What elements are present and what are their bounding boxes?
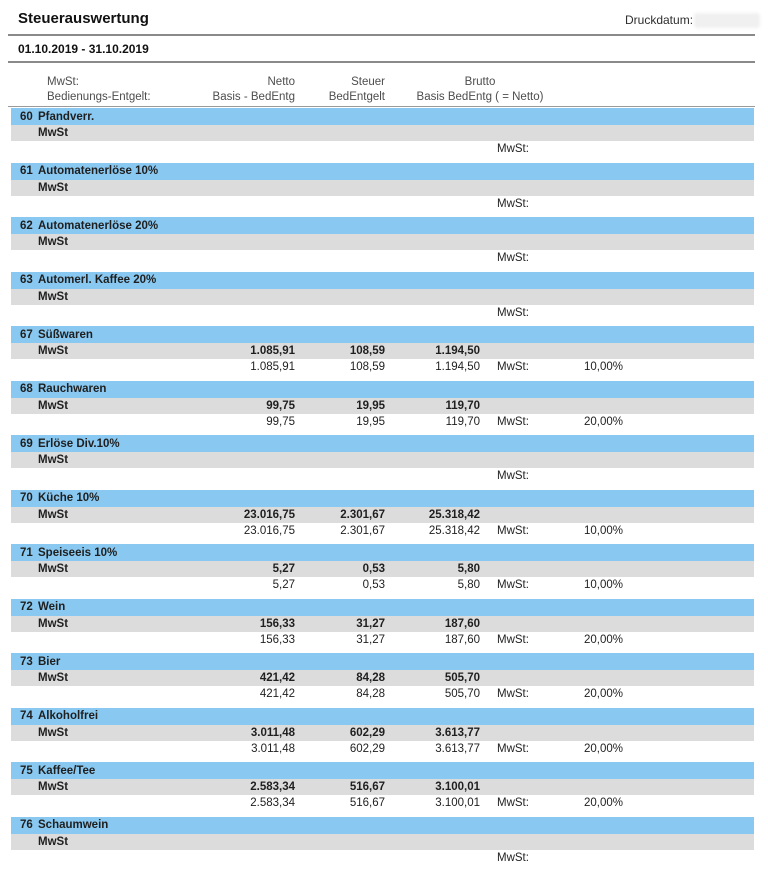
mwst-detail-row <box>11 507 754 523</box>
group-name: Alkoholfrei <box>38 710 99 722</box>
tax-group <box>11 326 754 375</box>
divider-line-top <box>8 34 755 36</box>
mwst-detail-row <box>11 670 754 686</box>
mwst-summary-label: MwSt: <box>497 470 529 482</box>
mwst-summary-row <box>11 850 754 866</box>
group-name: Automatenerlöse 10% <box>38 165 159 177</box>
tax-group <box>11 544 754 593</box>
mwst-summary-row <box>11 250 754 266</box>
tax-rate: 20,00% <box>583 415 623 428</box>
mwst-summary-row <box>11 141 754 157</box>
mwst-summary-label: MwSt: <box>497 579 529 591</box>
steuer-value: 516,67 <box>349 781 385 793</box>
tax-rate: 20,00% <box>583 742 623 755</box>
tax-group-title-row <box>11 762 754 779</box>
tax-group-title-row <box>11 490 754 507</box>
mwst-row-label: MwSt <box>38 617 69 630</box>
brutto-value-summary: 3.613,77 <box>435 742 480 755</box>
mwst-row-label: MwSt <box>38 835 69 848</box>
tax-group-title-row <box>11 599 754 616</box>
mwst-detail-row <box>11 725 754 741</box>
tax-group-title-row <box>11 708 754 725</box>
group-name: Küche 10% <box>38 492 100 504</box>
group-number: 69 <box>20 437 33 450</box>
tax-group-title-row <box>11 326 754 343</box>
group-name: Speiseeis 10% <box>38 546 118 559</box>
tax-group-title-row <box>11 653 754 670</box>
steuer-value: 19,95 <box>356 399 385 412</box>
mwst-summary-label: MwSt: <box>497 252 529 264</box>
tax-rate: 10,00% <box>583 579 623 591</box>
column-header-steuer: Steuer <box>351 76 385 88</box>
mwst-summary-row <box>11 468 754 484</box>
steuer-value: 602,29 <box>349 726 385 739</box>
tax-rate: 10,00% <box>583 361 623 373</box>
tax-group <box>11 762 754 811</box>
tax-group <box>11 108 754 157</box>
tax-group-title-row <box>11 108 754 125</box>
tax-rate: 20,00% <box>583 797 623 809</box>
netto-value-summary: 156,33 <box>259 633 295 646</box>
mwst-summary-row <box>11 795 754 811</box>
tax-group-title-row <box>11 163 754 180</box>
mwst-summary-label: MwSt: <box>497 361 529 373</box>
tax-table-body <box>11 108 754 871</box>
mwst-summary-row <box>11 359 754 375</box>
mwst-summary-row <box>11 305 754 321</box>
mwst-summary-row <box>11 577 754 593</box>
brutto-value-summary: 25.318,42 <box>428 524 480 537</box>
group-number: 72 <box>20 601 33 613</box>
mwst-summary-label: MwSt: <box>497 742 529 755</box>
mwst-summary-label: MwSt: <box>497 851 529 864</box>
column-header-bedentgelt: BedEntgelt <box>328 91 385 103</box>
mwst-row-label: MwSt <box>38 563 69 575</box>
tax-group <box>11 599 754 648</box>
mwst-row-label: MwSt <box>38 290 69 303</box>
group-number: 70 <box>20 492 33 504</box>
tax-group-title-row <box>11 435 754 452</box>
tax-group <box>11 272 754 321</box>
brutto-value-summary: 1.194,50 <box>435 361 480 373</box>
mwst-summary-label: MwSt: <box>497 143 529 155</box>
netto-value-summary: 23.016,75 <box>243 524 295 537</box>
mwst-row-label: MwSt <box>38 672 69 684</box>
group-number: 67 <box>20 328 33 341</box>
mwst-detail-row <box>11 343 754 359</box>
mwst-row-label: MwSt <box>38 399 69 412</box>
group-name: Pfandverr. <box>38 110 95 123</box>
mwst-summary-row <box>11 196 754 212</box>
mwst-summary-row <box>11 686 754 702</box>
tax-group-title-row <box>11 217 754 234</box>
tax-rate: 20,00% <box>583 688 623 700</box>
steuer-value: 0,53 <box>362 563 385 575</box>
mwst-summary-row <box>11 741 754 757</box>
mwst-row-label: MwSt <box>38 127 69 139</box>
tax-rate: 20,00% <box>583 633 623 646</box>
steuer-value-summary: 31,27 <box>356 633 385 646</box>
netto-value-summary: 2.583,34 <box>250 797 295 809</box>
group-number: 62 <box>20 219 33 232</box>
group-number: 71 <box>20 546 33 559</box>
steuer-value: 84,28 <box>356 672 385 684</box>
brutto-value: 5,80 <box>457 563 480 575</box>
netto-value: 5,27 <box>272 563 295 575</box>
page-title: Steuerauswertung <box>18 10 149 27</box>
mwst-detail-row <box>11 398 754 414</box>
group-name: Automatenerlöse 20% <box>38 219 159 232</box>
tax-group-title-row <box>11 381 754 398</box>
group-name: Wein <box>38 601 66 613</box>
column-header-bedienung: Bedienungs-Entgelt: <box>47 91 151 103</box>
tax-group-title-row <box>11 544 754 561</box>
group-number: 75 <box>20 764 33 777</box>
tax-group <box>11 435 754 484</box>
tax-rate: 10,00% <box>583 524 623 537</box>
netto-value: 2.583,34 <box>250 781 295 793</box>
tax-group-title-row <box>11 272 754 289</box>
group-name: Automerl. Kaffee 20% <box>38 274 157 286</box>
mwst-row-label: MwSt <box>38 454 69 466</box>
brutto-value: 119,70 <box>445 399 480 412</box>
brutto-value-summary: 505,70 <box>444 688 480 700</box>
steuer-value-summary: 602,29 <box>349 742 385 755</box>
mwst-summary-label: MwSt: <box>497 415 529 428</box>
date-range: 01.10.2019 - 31.10.2019 <box>18 42 149 56</box>
brutto-value: 187,60 <box>444 617 480 630</box>
tax-group <box>11 381 754 430</box>
tax-group <box>11 217 754 266</box>
mwst-summary-label: MwSt: <box>497 688 529 700</box>
mwst-detail-row <box>11 180 754 196</box>
netto-value: 23.016,75 <box>243 508 295 521</box>
netto-value-summary: 1.085,91 <box>250 361 295 373</box>
column-header-netto: Netto <box>267 76 295 88</box>
header-separator-line <box>8 106 755 107</box>
netto-value-summary: 3.011,48 <box>251 742 295 755</box>
steuer-value-summary: 108,59 <box>349 361 385 373</box>
group-name: Süßwaren <box>38 328 93 341</box>
group-number: 61 <box>20 165 33 177</box>
mwst-detail-row <box>11 616 754 632</box>
brutto-value: 3.100,01 <box>435 781 480 793</box>
brutto-value-summary: 5,80 <box>457 579 480 591</box>
brutto-value-summary: 119,70 <box>445 415 480 428</box>
group-number: 63 <box>20 274 33 286</box>
print-date-redacted-value <box>694 13 760 28</box>
mwst-row-label: MwSt <box>38 726 69 739</box>
netto-value: 156,33 <box>259 617 295 630</box>
steuer-value: 31,27 <box>356 617 385 630</box>
netto-value-summary: 99,75 <box>266 415 295 428</box>
column-header-brutto: Brutto <box>464 76 496 88</box>
tax-group-title-row <box>11 817 754 834</box>
tax-group <box>11 817 754 866</box>
netto-value-summary: 5,27 <box>272 579 295 591</box>
group-number: 76 <box>20 819 33 831</box>
tax-group <box>11 490 754 539</box>
mwst-summary-row <box>11 523 754 539</box>
mwst-summary-label: MwSt: <box>497 524 529 537</box>
steuer-value-summary: 19,95 <box>356 415 385 428</box>
steuer-value: 108,59 <box>349 345 385 357</box>
mwst-row-label: MwSt <box>38 236 69 248</box>
netto-value: 1.085,91 <box>250 345 295 357</box>
column-header-mwst: MwSt: <box>47 76 79 88</box>
group-number: 73 <box>20 655 33 668</box>
mwst-detail-row <box>11 452 754 468</box>
column-header-basis-netto: Basis BedEntg ( = Netto) <box>416 91 544 103</box>
group-name: Bier <box>38 655 61 668</box>
steuer-value-summary: 2.301,67 <box>340 524 385 537</box>
mwst-row-label: MwSt <box>38 345 69 357</box>
brutto-value-summary: 3.100,01 <box>435 797 480 809</box>
mwst-row-label: MwSt <box>38 508 69 521</box>
mwst-detail-row <box>11 289 754 305</box>
column-header-basis-bedentg: Basis - BedEntg <box>212 91 295 103</box>
mwst-summary-label: MwSt: <box>497 797 529 809</box>
group-number: 68 <box>20 383 33 395</box>
mwst-summary-label: MwSt: <box>497 633 529 646</box>
group-number: 60 <box>20 110 33 123</box>
group-name: Schaumwein <box>38 819 109 831</box>
mwst-detail-row <box>11 125 754 141</box>
netto-value: 421,42 <box>259 672 295 684</box>
netto-value: 99,75 <box>266 399 295 412</box>
group-number: 74 <box>20 710 33 722</box>
steuer-value-summary: 0,53 <box>362 579 385 591</box>
group-name: Kaffee/Tee <box>38 764 96 777</box>
mwst-detail-row <box>11 779 754 795</box>
tax-group <box>11 163 754 212</box>
tax-group <box>11 708 754 757</box>
steuer-value-summary: 516,67 <box>349 797 385 809</box>
mwst-summary-label: MwSt: <box>497 197 529 210</box>
brutto-value: 505,70 <box>444 672 480 684</box>
brutto-value: 1.194,50 <box>435 345 480 357</box>
mwst-row-label: MwSt <box>38 781 69 793</box>
mwst-detail-row <box>11 234 754 250</box>
mwst-detail-row <box>11 834 754 850</box>
mwst-summary-row <box>11 414 754 430</box>
brutto-value: 25.318,42 <box>428 508 480 521</box>
steuer-value: 2.301,67 <box>340 508 385 521</box>
print-date-label: Druckdatum: <box>625 13 694 27</box>
divider-line-dates <box>8 61 755 63</box>
steuer-value-summary: 84,28 <box>356 688 385 700</box>
group-name: Erlöse Div.10% <box>38 437 120 450</box>
netto-value: 3.011,48 <box>250 726 295 739</box>
brutto-value: 3.613,77 <box>435 726 480 739</box>
tax-group <box>11 653 754 702</box>
mwst-summary-row <box>11 632 754 648</box>
mwst-row-label: MwSt <box>38 181 69 194</box>
group-name: Rauchwaren <box>38 383 107 395</box>
mwst-detail-row <box>11 561 754 577</box>
mwst-summary-label: MwSt: <box>497 306 529 319</box>
brutto-value-summary: 187,60 <box>444 633 480 646</box>
netto-value-summary: 421,42 <box>259 688 295 700</box>
